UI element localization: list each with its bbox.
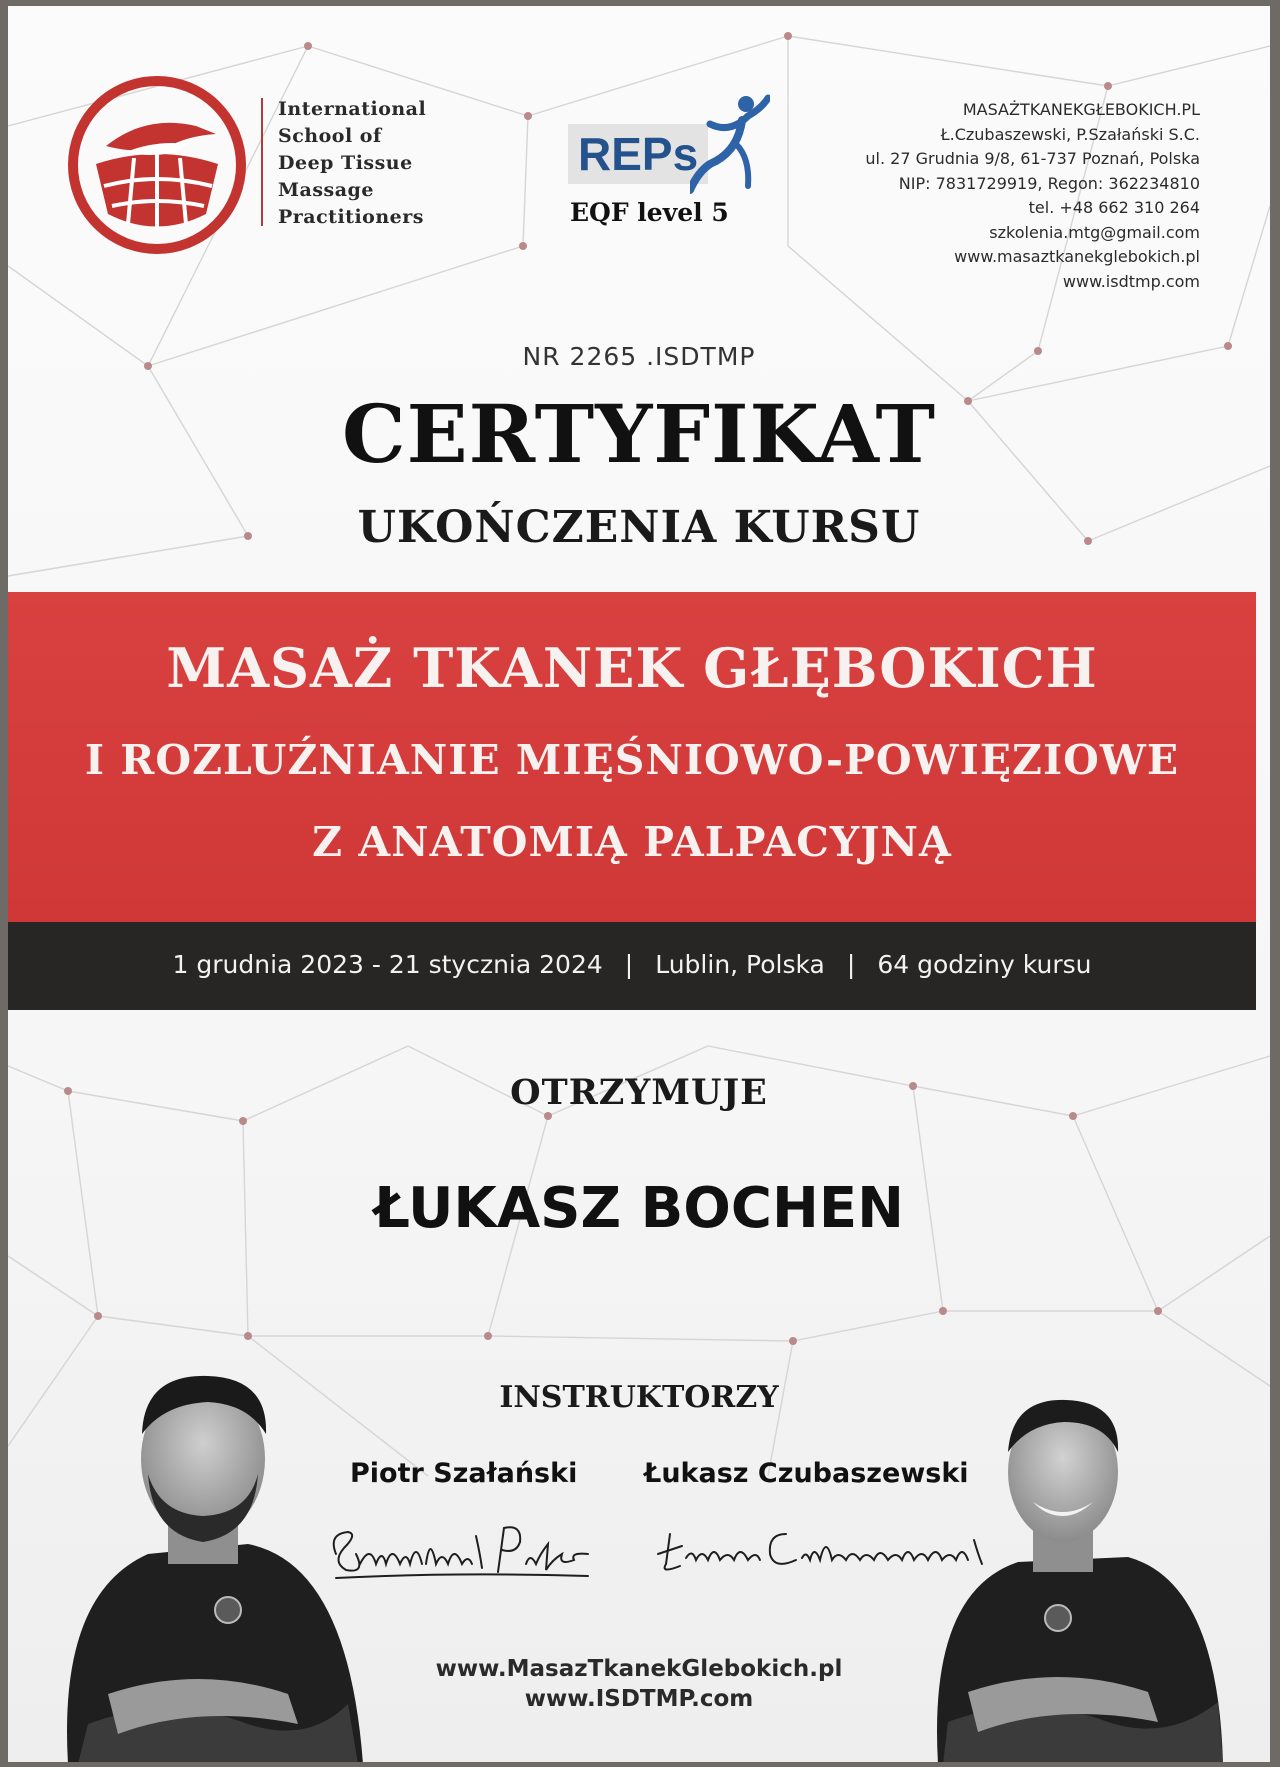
contact-line: ul. 27 Grudnia 9/8, 61-737 Poznań, Polska (865, 149, 1200, 168)
course-title-line-2: I ROZLUŹNIANIE MIĘŚNIOWO-POWIĘZIOWE (84, 736, 1180, 784)
logo-divider (261, 98, 263, 226)
footer-url: www.ISDTMP.com (524, 1686, 754, 1712)
course-location: Lublin, Polska (655, 950, 825, 979)
certificate-subtitle: UKOŃCZENIA KURSU (357, 502, 921, 553)
separator: | (846, 950, 856, 979)
course-title-band (8, 592, 1256, 922)
course-info-band (8, 922, 1256, 1010)
separator: | (624, 950, 634, 979)
instructor-name: Piotr Szałański (350, 1458, 578, 1489)
contact-line: MASAŻTKANEKGŁEBOKICH.PL (962, 100, 1200, 119)
course-dates: 1 grudnia 2023 - 21 stycznia 2024 (172, 950, 603, 979)
contact-line: Ł.Czubaszewski, P.Szałański S.C. (940, 124, 1200, 144)
contact-block (865, 98, 1200, 294)
reps-label: REPs (568, 124, 708, 184)
contact-line: NIP: 7831729919, Regon: 362234810 (898, 173, 1200, 193)
recipient-name: ŁUKASZ BOCHEN (374, 1176, 904, 1241)
instructor-name: Łukasz Czubaszewski (644, 1458, 969, 1489)
instructors-heading: INSTRUKTORZY (499, 1380, 779, 1415)
certificate-number: NR 2265 .ISDTMP (522, 342, 756, 371)
course-title-line-1: MASAŻ TKANEK GŁĘBOKICH (166, 636, 1098, 700)
school-name: International School of Deep Tissue Massage Practitioners (278, 98, 427, 228)
footer-urls (8, 1654, 1270, 1714)
contact-line: www.masaztkanekglebokich.pl (954, 247, 1200, 266)
course-hours: 64 godziny kursu (877, 950, 1092, 979)
contact-line: tel. +48 662 310 264 (1028, 198, 1200, 217)
eqf-level: EQF level 5 (570, 198, 729, 227)
reps-figure-icon (690, 94, 770, 194)
contact-line: www.isdtmp.com (1062, 271, 1200, 291)
course-title-line-3: Z ANATOMIĄ PALPACYJNĄ (312, 818, 952, 866)
footer-url: www.MasazTkanekGlebokich.pl (435, 1656, 843, 1682)
certificate-sheet (8, 6, 1270, 1762)
school-globe-logo (66, 74, 248, 256)
contact-line: szkolenia.mtg@gmail.com (989, 222, 1200, 242)
receives-heading: OTRZYMUJE (510, 1072, 768, 1113)
certificate-title: CERTYFIKAT (341, 387, 937, 481)
course-info (8, 950, 1256, 979)
